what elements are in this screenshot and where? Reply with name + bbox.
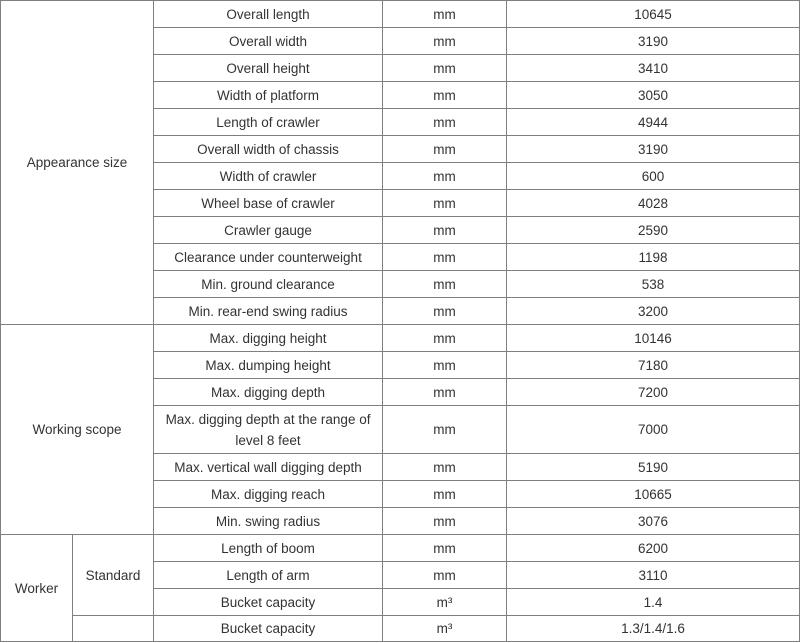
unit-label: mm — [383, 136, 507, 163]
unit-label: mm — [383, 1, 507, 28]
value-cell: 6200 — [507, 535, 800, 562]
item-label: Crawler gauge — [154, 217, 383, 244]
value-cell: 1198 — [507, 244, 800, 271]
unit-label: mm — [383, 481, 507, 508]
value-cell: 3410 — [507, 55, 800, 82]
table-row — [1, 616, 800, 642]
unit-label: mm — [383, 244, 507, 271]
item-label: Min. ground clearance — [154, 271, 383, 298]
unit-label: mm — [383, 109, 507, 136]
unit-label: mm — [383, 379, 507, 406]
item-label: Min. swing radius — [154, 508, 383, 535]
value-cell: 7180 — [507, 352, 800, 379]
unit-label: mm — [383, 454, 507, 481]
value-cell: 10665 — [507, 481, 800, 508]
unit-label: mm — [383, 28, 507, 55]
value-cell: 10146 — [507, 325, 800, 352]
value-cell: 600 — [507, 163, 800, 190]
unit-label: mm — [383, 325, 507, 352]
value-cell: 1.3/1.4/1.6 — [507, 616, 800, 642]
unit-label: mm — [383, 190, 507, 217]
value-cell: 538 — [507, 271, 800, 298]
item-label: Min. rear-end swing radius — [154, 298, 383, 325]
value-cell: 3190 — [507, 28, 800, 55]
item-label: Length of crawler — [154, 109, 383, 136]
item-label: Max. digging depth at the range of level 8 feet — [154, 406, 383, 454]
unit-label: m³ — [383, 589, 507, 616]
group-working-scope: Working scope — [1, 325, 154, 535]
item-label: Width of platform — [154, 82, 383, 109]
value-cell: 3076 — [507, 508, 800, 535]
item-label: Overall length — [154, 1, 383, 28]
unit-label: mm — [383, 298, 507, 325]
value-cell: 3050 — [507, 82, 800, 109]
group-standard: Standard — [73, 535, 154, 616]
unit-label: mm — [383, 352, 507, 379]
group-appearance-size: Appearance size — [1, 1, 154, 325]
item-label: Bucket capacity — [154, 616, 383, 642]
item-label: Overall width of chassis — [154, 136, 383, 163]
table-row — [1, 1, 800, 28]
value-cell: 3200 — [507, 298, 800, 325]
value-cell: 2590 — [507, 217, 800, 244]
value-cell: 4028 — [507, 190, 800, 217]
unit-label: mm — [383, 562, 507, 589]
value-cell: 1.4 — [507, 589, 800, 616]
item-label: Width of crawler — [154, 163, 383, 190]
unit-label: mm — [383, 271, 507, 298]
value-cell: 5190 — [507, 454, 800, 481]
value-cell: 10645 — [507, 1, 800, 28]
unit-label: mm — [383, 217, 507, 244]
item-label: Clearance under counterweight — [154, 244, 383, 271]
table-row — [1, 325, 800, 352]
item-label: Overall height — [154, 55, 383, 82]
unit-label: mm — [383, 508, 507, 535]
item-label: Max. vertical wall digging depth — [154, 454, 383, 481]
item-label: Max. dumping height — [154, 352, 383, 379]
item-label: Max. digging reach — [154, 481, 383, 508]
item-label: Max. digging depth — [154, 379, 383, 406]
item-label: Overall width — [154, 28, 383, 55]
unit-label: mm — [383, 82, 507, 109]
value-cell: 7200 — [507, 379, 800, 406]
table-row — [1, 535, 800, 562]
value-cell: 4944 — [507, 109, 800, 136]
value-cell: 3110 — [507, 562, 800, 589]
unit-label: mm — [383, 55, 507, 82]
item-label: Max. digging height — [154, 325, 383, 352]
unit-label: mm — [383, 406, 507, 454]
group-worker: Worker — [1, 535, 73, 642]
item-label: Wheel base of crawler — [154, 190, 383, 217]
empty-cell — [73, 616, 154, 642]
item-label: Bucket capacity — [154, 589, 383, 616]
unit-label: mm — [383, 535, 507, 562]
value-cell: 7000 — [507, 406, 800, 454]
unit-label: m³ — [383, 616, 507, 642]
unit-label: mm — [383, 163, 507, 190]
item-label: Length of arm — [154, 562, 383, 589]
item-label: Length of boom — [154, 535, 383, 562]
value-cell: 3190 — [507, 136, 800, 163]
